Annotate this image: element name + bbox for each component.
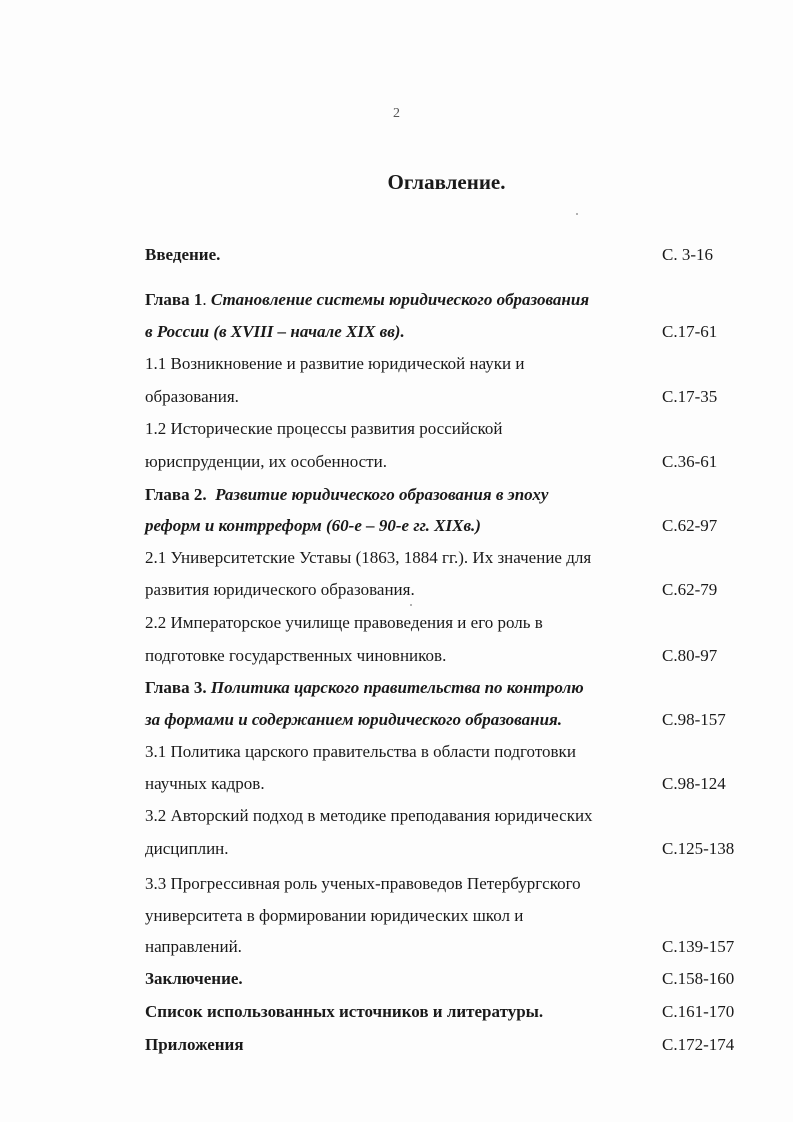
toc-chapter-3-title-1: Политика царского правительства по контролю (210, 678, 584, 697)
toc-chapter-1-pages: С.17-61 (662, 322, 718, 341)
page-title: Оглавление. (387, 170, 506, 194)
toc-intro-label: Введение. (145, 245, 221, 264)
toc-appendix-pages: С.172-174 (662, 1035, 735, 1054)
toc-section-1-2-pages: С.36-61 (662, 452, 718, 471)
toc-section-2-1-pages: С.62-79 (662, 580, 718, 599)
toc-chapter-1-title-1: Становление системы юридического образования (210, 290, 590, 309)
toc-section-3-3-line-1: 3.3 Прогрессивная роль ученых-правоведов Петербургского (145, 874, 581, 893)
toc-chapter-2-pages: С.62-97 (662, 516, 718, 535)
toc-chapter-2-title-2: реформ и контрреформ (60-е – 90-е гг. XIXв.) (145, 516, 481, 535)
toc-intro-pages: С. 3-16 (662, 245, 713, 264)
toc-section-3-1-line-2: научных кадров. (145, 774, 265, 793)
toc-section-1-1-pages: С.17-35 (662, 387, 718, 406)
toc-chapter-1-prefix: Глава 1 (145, 290, 203, 309)
toc-chapter-2-line-1 (145, 484, 548, 506)
toc-chapter-3-title-2: за формами и содержанием юридического образования. (145, 710, 563, 729)
toc-conclusion-pages: С.158-160 (662, 969, 735, 988)
toc-sources-label: Список использованных источников и литературы. (145, 1002, 544, 1021)
toc-chapter-3-line-1 (145, 677, 584, 699)
toc-section-3-1-pages: С.98-124 (662, 774, 726, 793)
toc-chapter-3-pages: С.98-157 (662, 710, 726, 729)
toc-section-3-3-line-2: университета в формировании юридических школ и (145, 906, 524, 925)
toc-section-2-2-line-1: 2.2 Императорское училище правоведения и его роль в (145, 613, 543, 632)
toc-section-2-1-line-2: развития юридического образования. (145, 580, 415, 599)
toc-conclusion-label: Заключение. (145, 969, 243, 988)
toc-section-1-2-line-1: 1.2 Исторические процессы развития российской (145, 419, 503, 438)
toc-section-3-3-pages: С.139-157 (662, 937, 735, 956)
toc-section-3-3-line-3: направлений. (145, 937, 242, 956)
toc-appendix-label: Приложения (145, 1035, 244, 1054)
toc-chapter-1-title-2: в России (в XVIII – начале XIX вв). (145, 322, 405, 341)
toc-section-3-2-line-2: дисциплин. (145, 839, 229, 858)
toc-section-1-2-line-2: юриспруденции, их особенности. (145, 452, 387, 471)
toc-sources-pages: С.161-170 (662, 1002, 735, 1021)
toc-chapter-1-line-1 (145, 289, 589, 311)
toc-section-1-1-line-1: 1.1 Возникновение и развитие юридической науки и (145, 354, 525, 373)
toc-section-2-1-line-1: 2.1 Университетские Уставы (1863, 1884 гг.). Их значение для (145, 548, 592, 567)
toc-chapter-2-prefix: Глава 2. (145, 485, 207, 504)
toc-section-3-2-line-1: 3.2 Авторский подход в методике преподавания юридических (145, 806, 593, 825)
toc-chapter-3-prefix: Глава 3. (145, 678, 207, 697)
toc-section-1-1-line-2: образования. (145, 387, 239, 406)
page-number: 2 (393, 106, 400, 121)
toc-section-2-2-pages: С.80-97 (662, 646, 718, 665)
toc-chapter-2-title-1: Развитие юридического образования в эпоху (215, 485, 549, 504)
toc-section-3-2-pages: С.125-138 (662, 839, 735, 858)
toc-section-2-2-line-2: подготовке государственных чиновников. (145, 646, 447, 665)
toc-chapter-1-separator: . (202, 290, 211, 309)
toc-section-3-1-line-1: 3.1 Политика царского правительства в области подготовки (145, 742, 576, 761)
